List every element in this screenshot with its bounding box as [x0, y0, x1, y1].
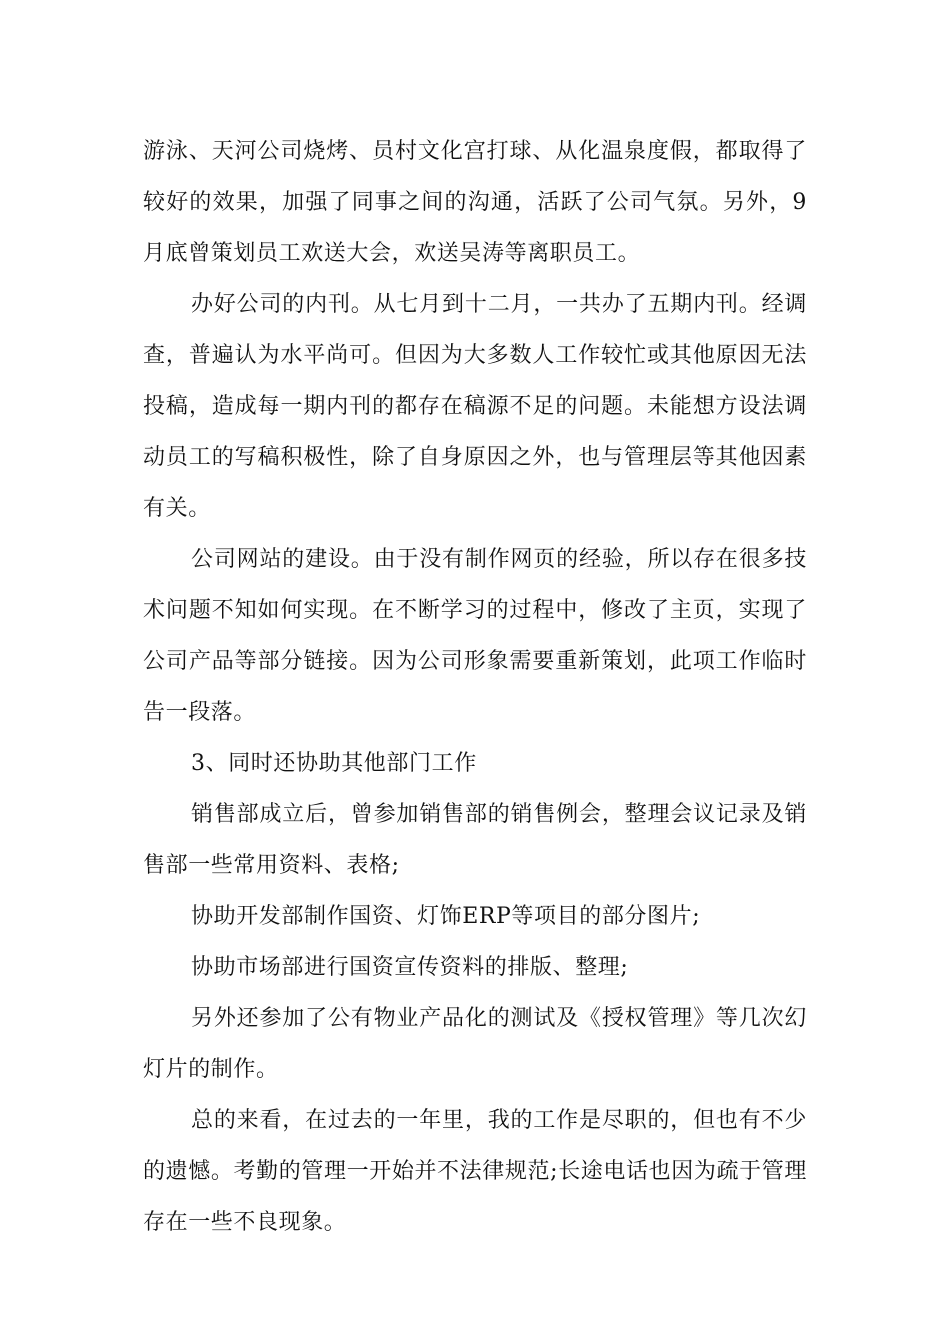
paragraph-sales-department: 销售部成立后，曾参加销售部的销售例会，整理会议记录及销售部一些常用资料、表格;: [143, 802, 807, 878]
paragraph-development-department: 协助开发部制作国资、灯饰ERP等项目的部分图片;: [191, 904, 701, 929]
paragraph-company-website: 公司网站的建设。由于没有制作网页的经验，所以存在很多技术问题不知如何实现。在不断学习的过程中，修改了主页，实现了公司产品等部分链接。因为公司形象需要重新策划，此项工作临时告一段落。: [143, 547, 807, 725]
paragraph-marketing-department: 协助市场部进行国资宣传资料的排版、整理;: [191, 955, 629, 980]
paragraph-summary: 总的来看，在过去的一年里，我的工作是尽职的，但也有不少的遗憾。考勤的管理一开始并不法律规范;长途电话也因为疏于管理存在一些不良现象。: [143, 1108, 807, 1235]
section-heading-assist-departments: 3、同时还协助其他部门工作: [191, 751, 477, 776]
paragraph-internal-magazine: 办好公司的内刊。从七月到十二月，一共办了五期内刊。经调查，普遍认为水平尚可。但因为大多数人工作较忙或其他原因无法投稿，造成每一期内刊的都存在稿源不足的问题。未能想方设法调动员工的写稿积极性，除了自身原因之外，也与管理层等其他因素有关。: [143, 292, 807, 521]
document-body: [143, 126, 807, 1248]
paragraph-activities-continued: 游泳、天河公司烧烤、员村文化宫打球、从化温泉度假，都取得了较好的效果，加强了同事之间的沟通，活跃了公司气氛。另外，9月底曾策划员工欢送大会，欢送吴涛等离职员工。: [143, 139, 807, 266]
paragraph-other-work: 另外还参加了公有物业产品化的测试及《授权管理》等几次幻灯片的制作。: [143, 1006, 807, 1082]
